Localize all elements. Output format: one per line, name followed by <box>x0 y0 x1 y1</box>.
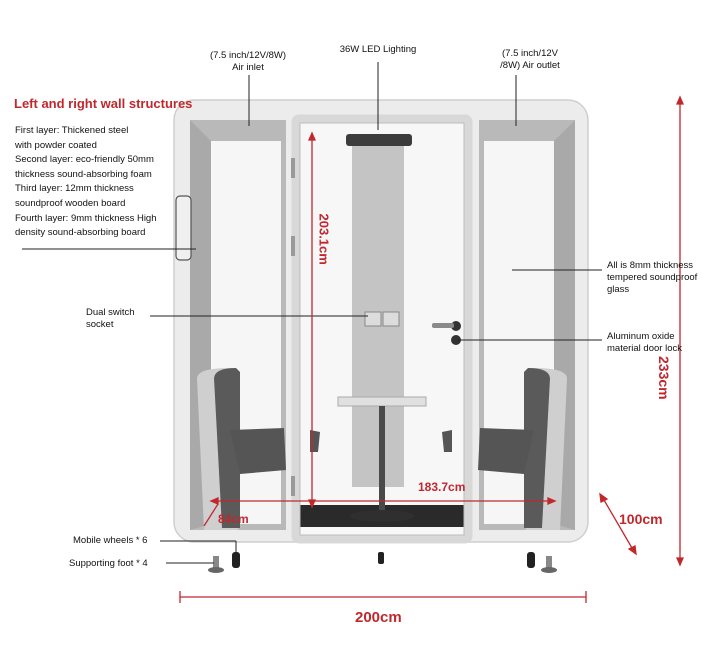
air-inlet-label: Air inlet <box>232 62 264 73</box>
led-light-bar <box>346 134 412 146</box>
wall-structures-title: Left and right wall structures <box>14 96 193 111</box>
mobile-wheels <box>232 552 535 568</box>
layer-text: with powder coated <box>15 139 97 151</box>
air-outlet-spec: (7.5 inch/12V <box>502 48 558 59</box>
inner-depth-dim: 84cm <box>218 512 249 526</box>
switch-socket <box>365 312 381 326</box>
inner-width-dim: 183.7cm <box>418 480 466 494</box>
layer-text: soundproof wooden board <box>15 197 126 209</box>
air-outlet-label: /8W) Air outlet <box>500 60 560 71</box>
layer-text: Fourth layer: 9mm thickness High <box>15 212 157 224</box>
outer-depth-dim: 100cm <box>619 511 663 527</box>
layer-text: Third layer: 12mm thickness <box>15 183 134 195</box>
layer-text: thickness sound-absorbing foam <box>15 168 152 180</box>
switch-label-1: Dual switch <box>86 307 135 318</box>
layer-text: density sound-absorbing board <box>15 227 146 239</box>
supporting-foot-label: Supporting foot * 4 <box>69 558 148 569</box>
glass-label-2: tempered soundproof <box>607 272 698 283</box>
glass-label-1: All is 8mm thickness <box>607 260 694 271</box>
layer-text: First layer: Thickened steel <box>15 125 129 136</box>
lock-label-2: material door lock <box>607 343 682 354</box>
door-height-dim: 203.1cm <box>316 213 332 265</box>
door-handle <box>432 323 454 328</box>
air-inlet-spec: (7.5 inch/12V/8W) <box>209 50 287 61</box>
wall-layers-list <box>15 124 180 241</box>
total-height-dim: 233cm <box>656 356 672 400</box>
outer-width-dim: 200cm <box>355 609 402 626</box>
led-lighting-label: 36W LED Lighting <box>339 44 417 55</box>
switch-label-2: socket <box>86 319 114 330</box>
mobile-wheels-label: Mobile wheels * 6 <box>73 535 148 546</box>
lock-label-1: Aluminum oxide <box>607 331 675 342</box>
glass-label-3: glass <box>607 284 630 295</box>
layer-text: Second layer: eco-friendly 50mm <box>15 154 154 166</box>
